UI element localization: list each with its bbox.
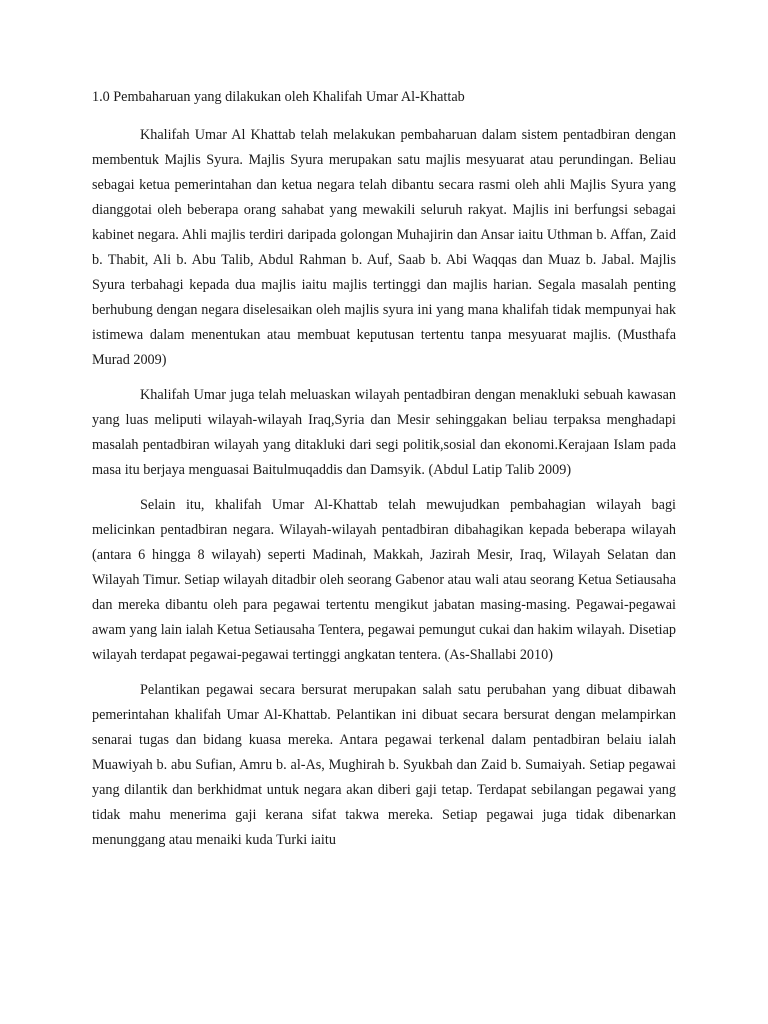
paragraph-wilayah-division: Selain itu, khalifah Umar Al-Khattab telah mewujudkan pembahagian wilayah bagi melicinkan pentadbiran negara. Wilayah-wilayah pentadbiran dibahagikan kepada beberapa wilayah (antara 6 hingga 8 wilayah) seperti Madinah, Makkah, Jazirah Mesir, Iraq, Wilayah Selatan dan Wilayah Timur. Setiap wilayah ditadbir oleh seorang Gabenor atau wali atau seorang Ketua Setiausaha dan mereka dibantu oleh para pegawai tertentu mengikut jabatan masing-masing. Pegawai-pegawai awam yang lain ialah Ketua Setiausaha Tentera, pegawai pemungut cukai dan hakim wilayah. Disetiap wilayah terdapat pegawai-pegawai tertinggi angkatan tentera. (As-Shallabi 2010) [92,497,676,663]
paragraph-pelantikan-pegawai: Pelantikan pegawai secara bersurat merupakan salah satu perubahan yang dibuat dibawah pemerintahan khalifah Umar Al-Khattab. Pelantikan ini dibuat secara bersurat dengan melampirkan senarai tugas dan bidang kuasa mereka. Antara pegawai terkenal dalam pentadbiran belaiu ialah Muawiyah b. abu Sufian, Amru b. al-As, Mughirah b. Syukbah dan Zaid b. Sumaiyah. Setiap pegawai yang dilantik dan berkhidmat untuk negara akan diberi gaji tetap. Terdapat sebilangan pegawai yang tidak mahu menerima gaji kerana sifat takwa mereka. Setiap pegawai juga tidak dibenarkan menunggang atau menaiki kuda Turki iaitu [92,682,676,848]
section-heading: 1.0 Pembaharuan yang dilakukan oleh Khalifah Umar Al-Khattab [92,89,465,105]
page-content [92,88,676,853]
paragraph-wilayah-expansion: Khalifah Umar juga telah meluaskan wilayah pentadbiran dengan menakluki sebuah kawasan yang luas meliputi wilayah-wilayah Iraq,Syria dan Mesir sehinggakan beliau terpaksa menghadapi masalah pentadbiran wilayah yang ditakluki dari segi politik,sosial dan ekonomi.Kerajaan Islam pada masa itu berjaya menguasai Baitulmuqaddis dan Damsyik. (Abdul Latip Talib 2009) [92,387,676,478]
paragraph-majlis-syura: Khalifah Umar Al Khattab telah melakukan pembaharuan dalam sistem pentadbiran dengan membentuk Majlis Syura. Majlis Syura merupakan satu majlis mesyuarat atau perundingan. Beliau sebagai ketua pemerintahan dan ketua negara telah dibantu secara rasmi oleh ahli Majlis Syura yang dianggotai oleh beberapa orang sahabat yang mewakili seluruh rakyat. Majlis ini berfungsi sebagai kabinet negara. Ahli majlis terdiri daripada golongan Muhajirin dan Ansar iaitu Uthman b. Affan, Zaid b. Thabit, Ali b. Abu Talib, Abdul Rahman b. Auf, Saab b. Abi Waqqas dan Muaz b. Jabal. Majlis Syura terbahagi kepada dua majlis iaitu majlis tertinggi dan majlis harian. Segala masalah penting berhubung dengan negara diselesaikan oleh majlis syura ini yang mana khalifah tidak mempunyai hak istimewa dalam menentukan atau membuat keputusan tertentu tanpa mesyuarat majlis. (Musthafa Murad 2009) [92,127,676,368]
